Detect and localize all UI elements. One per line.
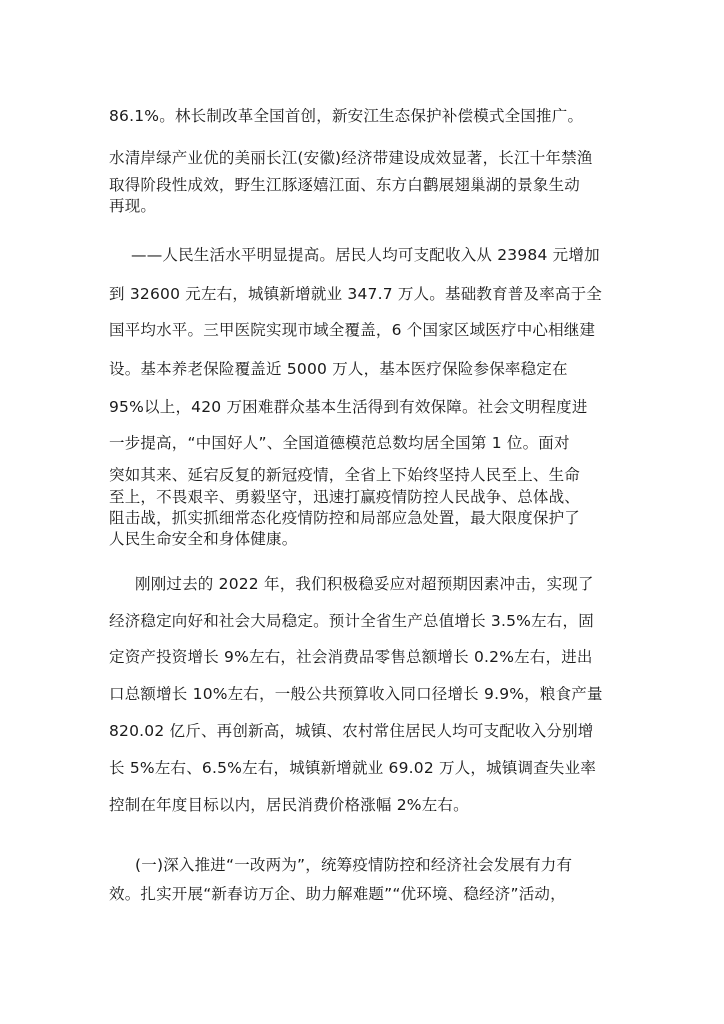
text-line: 国平均水平。三甲医院实现市域全覆盖，6 个国家区域医疗中心相继建 (109, 321, 596, 339)
text-line: 820.02 亿斤、再创新高，城镇、农村常住居民人均可支配收入分别增 (109, 722, 594, 740)
text-line: 95%以上，420 万困难群众基本生活得到有效保障。社会文明程度进 (109, 398, 588, 416)
text-line: 再现。 (109, 197, 157, 215)
text-line: 水清岸绿产业优的美丽长江(安徽)经济带建设成效显著，长江十年禁渔 (109, 149, 593, 167)
text-line: 到 32600 元左右，城镇新增就业 347.7 万人。基础教育普及率高于全 (109, 285, 602, 303)
text-line: 人民生命安全和身体健康。 (109, 530, 298, 548)
text-line: 长 5%左右、6.5%左右，城镇新增就业 69.02 万人，城镇调查失业率 (109, 759, 597, 777)
text-line: 一步提高，“中国好人”、全国道德模范总数均居全国第 1 位。面对 (109, 434, 570, 452)
text-line: 口总额增长 10%左右，一般公共预算收入同口径增长 9.9%，粮食产量 (109, 685, 603, 703)
text-line: 86.1%。林长制改革全国首创，新安江生态保护补偿模式全国推广。 (109, 107, 584, 125)
text-line: 取得阶段性成效，野生江豚逐嬉江面、东方白鹳展翅巢湖的景象生动 (109, 176, 581, 194)
text-line: 经济稳定向好和社会大局稳定。预计全省生产总值增长 3.5%左右，固 (109, 612, 594, 630)
text-line: 至上，不畏艰辛、勇毅坚守，迅速打赢疫情防控人民战争、总体战、 (109, 488, 581, 506)
text-line: 定资产投资增长 9%左右，社会消费品零售总额增长 0.2%左右，进出 (109, 648, 593, 666)
text-line: 刚刚过去的 2022 年，我们积极稳妥应对超预期因素冲击，实现了 (135, 575, 594, 593)
text-line: 设。基本养老保险覆盖近 5000 万人，基本医疗保险参保率稳定在 (109, 360, 568, 378)
text-line: 突如其来、延宕反复的新冠疫情，全省上下始终坚持人民至上、生命 (109, 466, 581, 484)
text-line: 控制在年度目标以内，居民消费价格涨幅 2%左右。 (109, 796, 469, 814)
text-line: (一)深入推进“一改两为”，统筹疫情防控和经济社会发展有力有 (135, 856, 573, 874)
text-line: 阻击战，抓实抓细常态化疫情防控和局部应急处置，最大限度保护了 (109, 509, 581, 527)
text-line: ——人民生活水平明显提高。居民人均可支配收入从 23984 元增加 (131, 246, 600, 264)
text-line: 效。扎实开展“新春访万企、助力解难题”“优环境、稳经济”活动， (109, 885, 566, 903)
